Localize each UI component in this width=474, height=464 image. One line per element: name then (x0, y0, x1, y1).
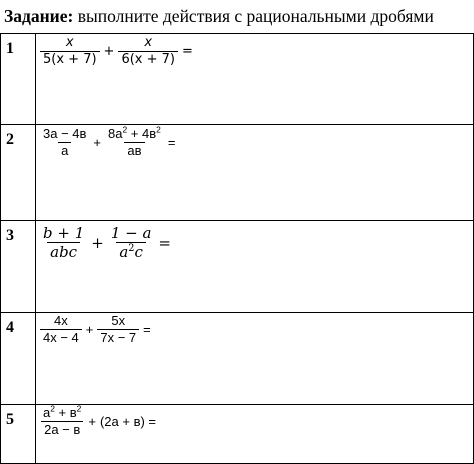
numerator: 3a − 4в (43, 126, 87, 141)
numerator: x (144, 35, 153, 50)
denominator: 2a − в (41, 421, 83, 438)
task-cell (36, 221, 474, 313)
fraction (40, 403, 84, 438)
task-cell (36, 125, 474, 221)
table-row (1, 405, 474, 464)
numerator: $a^2 + в^2$ (43, 403, 82, 420)
row-number: 3 (1, 221, 36, 313)
fraction (40, 225, 87, 261)
tasks-table (0, 33, 474, 464)
task-heading-text: выполните действия с рациональными дробями (73, 6, 434, 26)
row-number: 5 (1, 405, 36, 464)
fraction (108, 225, 155, 261)
row-number: 2 (1, 125, 36, 221)
plus-sign: + (85, 322, 94, 338)
denominator: abc (47, 242, 80, 261)
table-row (1, 313, 474, 405)
table-row (1, 125, 474, 221)
numerator: $8a^2 + 4в^2$ (108, 124, 161, 141)
expression-tail: (2a + в) = (99, 414, 157, 430)
expression (40, 314, 473, 346)
fraction (118, 36, 178, 68)
numerator: b + 1 (43, 224, 85, 242)
denominator: a (58, 142, 71, 159)
denominator: 5(x + 7) (40, 51, 100, 68)
task-cell (36, 34, 474, 125)
plus-sign: + (93, 135, 102, 151)
denominator: aв (124, 142, 144, 159)
plus-sign: + (88, 414, 96, 430)
row-number: 4 (1, 313, 36, 405)
equals-sign: = (158, 234, 171, 253)
equals-sign: = (167, 135, 176, 151)
fraction (40, 314, 82, 346)
task-cell (36, 313, 474, 405)
task-heading-label: Задание: (4, 6, 74, 26)
row-number: 1 (1, 34, 36, 125)
numerator: 5x (111, 313, 126, 328)
expression (40, 36, 473, 68)
denominator: $a^2c$ (116, 242, 146, 261)
plus-sign: + (103, 44, 115, 60)
numerator: x (65, 35, 74, 50)
denominator: 7x − 7 (97, 329, 139, 346)
fraction (40, 36, 100, 68)
denominator: 4x − 4 (40, 329, 82, 346)
table-row (1, 34, 474, 125)
fraction (40, 127, 89, 159)
plus-sign: + (91, 234, 104, 253)
denominator: 6(x + 7) (118, 51, 178, 68)
equals-sign: = (182, 44, 193, 60)
fraction (105, 124, 164, 159)
expression (40, 225, 473, 261)
fraction (97, 314, 139, 346)
task-cell (36, 405, 474, 464)
numerator: 4x (54, 313, 68, 328)
expression (40, 124, 473, 159)
task-heading (4, 2, 474, 30)
numerator: 1 − a (110, 224, 152, 242)
table-row (1, 221, 474, 313)
equals-sign: = (143, 322, 151, 338)
expression (40, 403, 473, 438)
